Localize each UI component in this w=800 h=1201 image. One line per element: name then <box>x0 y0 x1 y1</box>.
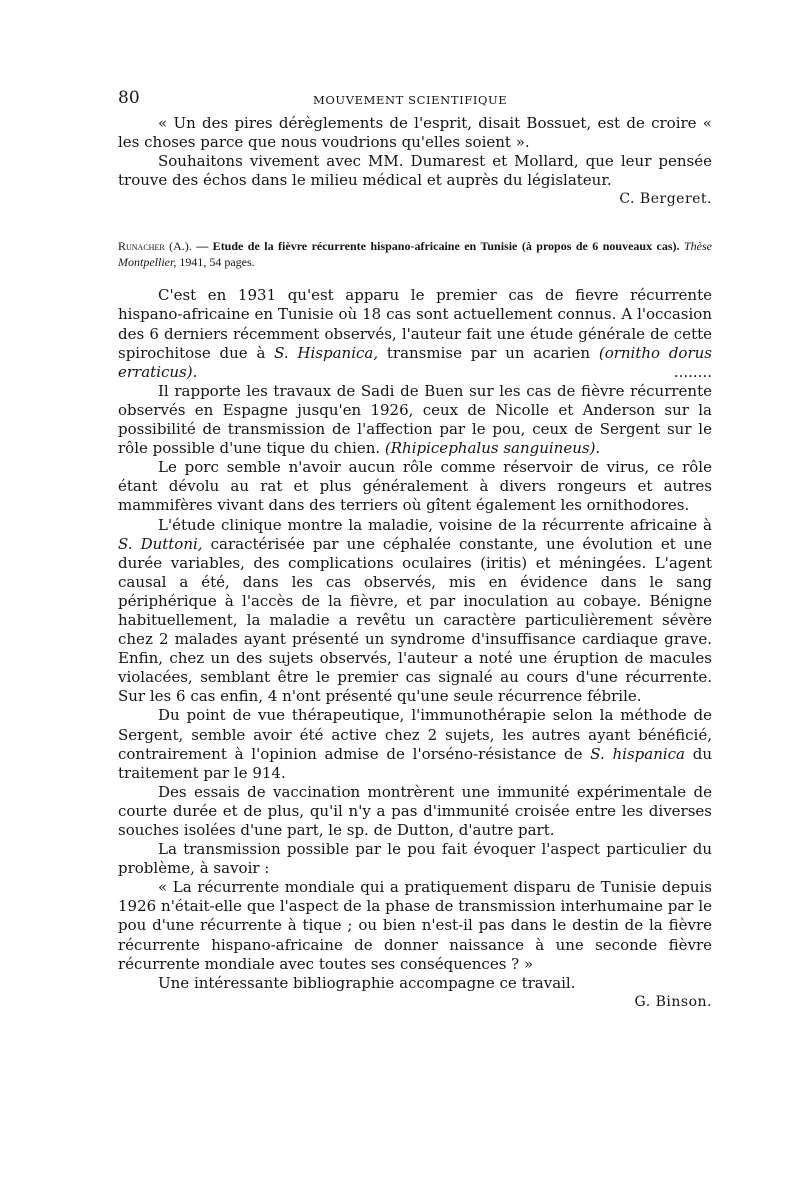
p1-dots: ........ <box>673 362 712 381</box>
body-paragraph-7: La transmission possible par le pou fait évoquer l'aspect particulier du problème, à savoir : <box>118 840 712 878</box>
p2-text: Il rapporte les travaux de Sadi de Buen sur les cas de fièvre récurrente observés en Espagne jusqu'en 1926, ceux de Nicolle et Anderson sur la possibilité de transmission de l'affection par le pou, ceux de Sergent sur le rôle possible d'une tique du chien. <box>118 381 712 458</box>
prev-review-quote: « Un des pires dérèglements de l'esprit, disait Bossuet, est de croire « les choses parce que nous voudrions qu'elles soient ». <box>118 114 712 152</box>
p1-italic: S. Hispanica, <box>274 343 379 362</box>
body-paragraph-6: Des essais de vaccination montrèrent une immunité expérimentale de courte durée et de plus, qu'il n'y a pas d'immunité croisée entre les diverses souches isolées d'une part, le sp. de Dutton, d'autre part. <box>118 782 712 839</box>
review-title: — Etude de la fièvre récurrente hispano-africaine en Tunisie (à propos de 6 nouveaux cas). <box>196 239 680 254</box>
p1-text: C'est en 1931 qu'est apparu le premier cas de fievre récurrente hispano-africaine en Tunisie où 18 cas sont actuellement connus. A l'occasion des 6 derniers récemment observés, l'auteur fait une étude générale de cette spirochitose due à <box>118 286 712 362</box>
review-author: Runacher (A.). <box>118 239 192 254</box>
p5-text: Du point de vue thérapeutique, l'immunothérapie selon la méthode de Sergent, semble avoir été active chez 2 sujets, les autres ayant bénéficié, contrairement à l'opinion admise de l'orséno-résistance de <box>118 706 712 763</box>
review-thesis: Thèse Montpellier, <box>118 239 712 269</box>
body-paragraph-9: Une intéressante bibliographie accompagne ce travail. <box>158 973 576 992</box>
p1-text-2: transmise par un acarien <box>378 343 599 362</box>
review-signature: G. Binson. <box>634 993 712 1010</box>
p4-text-2: caractérisée par une céphalée constante, une évolution et une durée variables, des complications oculaires (iritis) et méningées. L'agent causal a été, dans les cas observés, mis en évidence dans le sang périphérique à l'accès de la fièvre, et par inoculation au cobaye. Bénigne habituellement, la maladie a revêtu un caractère particulièrement sévère chez 2 malades ayant présenté un syndrome d'insuffisance cardiaque grave. Enfin, chez un des sujets observés, l'auteur a noté une éruption de macules violacées, semblant être le premier cas signalé au cours d'une récurrente. Sur les 6 cas enfin, 4 n'ont présenté qu'une seule récurrence fébrile. <box>118 534 713 706</box>
review-details: 1941, 54 pages. <box>179 254 255 269</box>
body-paragraph-3: Le porc semble n'avoir aucun rôle comme réservoir de virus, ce rôle étant dévolu au rat et plus généralement à divers rongeurs et autres mammifères vivant dans des terriers où gîtent également les ornithodores. <box>118 458 712 515</box>
prev-review-paragraph: Souhaitons vivement avec MM. Dumarest et Mollard, que leur pensée trouve des échos dans le milieu médical et auprès du législateur. <box>118 152 712 190</box>
review-header <box>118 239 712 270</box>
p2-italic: (Rhipicephalus sanguineus). <box>384 439 601 458</box>
p4-text: L'étude clinique montre la maladie, voisine de la récurrente africaine à <box>158 515 712 534</box>
p5-italic: S. hispanica <box>590 744 685 763</box>
body-paragraph-2 <box>118 382 712 458</box>
page-number: 80 <box>118 88 140 108</box>
prev-review-signature: C. Bergeret. <box>619 191 712 208</box>
p1-italic-2: (ornitho dorus erraticus). <box>118 343 712 381</box>
body-quote: « La récurrente mondiale qui a pratiquement disparu de Tunisie depuis 1926 n'était-elle que l'aspect de la phase de transmission interhumaine par le pou d'une récurrente à tique ; ou bien n'est-il pas dans le destin de la fièvre récurrente hispano-africaine de donner naissance à une seconde fièvre récurrente mondiale avec toutes ses conséquences ? » <box>118 878 712 973</box>
page-header <box>118 88 712 114</box>
body-paragraph-5 <box>118 706 712 782</box>
body-paragraph-1 <box>118 286 712 381</box>
p4-italic: S. Duttoni, <box>118 534 203 553</box>
page <box>118 88 712 1012</box>
p5-text-2: du traitement par le 914. <box>118 744 713 782</box>
body-paragraph-4 <box>118 516 712 707</box>
running-title: MOUVEMENT SCIENTIFIQUE <box>313 93 508 107</box>
